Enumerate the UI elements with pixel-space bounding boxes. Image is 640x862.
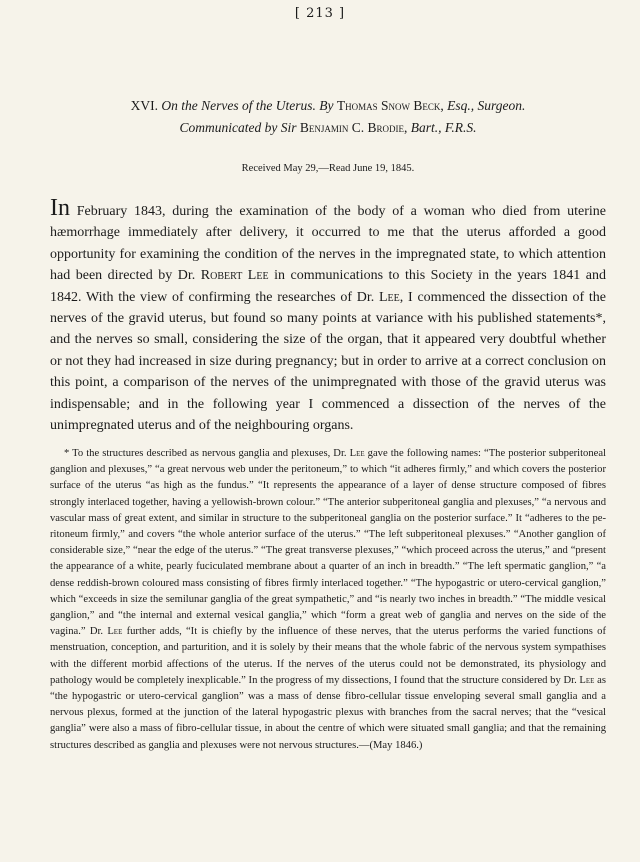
body-text-b: in communications to this Society in the years 1841 and 1842. With the view of confirming the researches of Dr. — [50, 268, 606, 305]
article-title-text: On the Nerves of the Uterus. — [161, 98, 316, 113]
article-title — [48, 95, 608, 139]
by-word: By — [319, 98, 334, 113]
communicator-title: Bart., F.R.S. — [410, 120, 477, 135]
author-title: Esq., Surgeon. — [447, 98, 526, 113]
footnote-name-lee-2: Lee — [107, 626, 123, 638]
body-text-a: February 1843, during the examination of the body of a woman who died from uterine hæmorrhage immediately after delivery, it occurred to me that the uterus afforded a good opportunity for examining the condition of the nerves in the impregnated state, to which attention had been directed by Dr. — [50, 204, 606, 284]
body-name-lee-1: Robert Lee — [200, 268, 269, 284]
title-line-1 — [48, 95, 608, 117]
title-line-2 — [48, 117, 608, 139]
received-date: Received May 29,—Read June 19, 1845. — [241, 163, 415, 174]
main-paragraph — [50, 195, 606, 436]
footnote — [50, 446, 606, 754]
footnote-name-lee-3: Lee — [579, 674, 595, 686]
body-text-c: , I commenced the dissection of the nerves of the gravid uterus, but found so many points at variance with his published statements*, and the nerves so small, considering the size of the organ, that it appeared very doubtful whether or not they had increased in size during pregnancy; but in order to arrive at a correct conclusion on this point, a comparison of the nerves of the unimpregnated with those of the gravid uterus was indispensable; and in the following year I commenced a dissection of the nerves of the unimpregnated uterus and of the neighbouring organs. — [50, 289, 606, 434]
footnote-text-a: * To the structures described as nervous ganglia and plexuses, Dr. — [64, 448, 350, 459]
footnote-text-c: further adds, “It is chiefly by the influence of these nerves, that the uterus performs the varied functions of menstruation, conception, and parturition, and it is solely by their means that the whole fabric of the nervous system sympathises with the different morbid affections of the uterus. If the nerves of the uterus could not be demonstrated, its physiology and pathology would be completely inexplicable.” In the progress of my dissections, I found that the structure considered by Dr. — [50, 626, 606, 686]
communicator-name: Benjamin C. Brodie, — [299, 120, 408, 135]
communicated-by: Communicated by Sir — [179, 120, 297, 135]
footnote-name-lee-1: Lee — [349, 448, 365, 459]
footnote-text-b: gave the following names: “The posterior subperitoneal ganglion and plexuses,” “a great nervous web under the peritoneum,” to which “it adheres firmly,” and which covers the posterior surface of the uterus “as high as the fundus.” “It represents the appearance of a layer of dense structure composed of fibres strongly interlaced together, having a yellowish-brown colour.” “The anterior subperitoneal ganglia and plexuses,” “a nervous and vascular mass of great extent, and similar in structure to the subperitoneal ganglia on the posterior surface.” It “adheres to the peritoneum firmly,” and covers “the whole anterior surface of the uterus.” “The left subperitoneal plexuses.” “Another ganglion of considerable size,” “near the edge of the uterus.” “The great transverse plexuses,” “which proceed across the uterus,” and “present the appearance of a white, pearly fuciculated membrane about a quarter of an inch in breadth.” “The left spermatic ganglion,” “a dense reddish-brown coloured mass consisting of fibres firmly interlaced together.” “The hypogastric or utero-cervical ganglion,” which “exceeds in size the semilunar ganglia of the great sympathetic,” and “is nearly two inches in breadth.” “The middle vesical ganglion,” and “the internal and external vesical ganglia,” which “form a great web of ganglia and nerves on the side of the vagina.” Dr. — [50, 448, 606, 638]
footnote-text-d: as “the hypogastric or utero-cervical ganglion” was a mass of dense fibro-cellular tissue enveloping several small ganglia and a nervous plexus, formed at the junction of the lateral hypogastric plexus with branches from the sacral nerves; that the “vesical ganglia” were also a mass of fibro-cellular tissue, in about the centre of which were situated small ganglia; and that the remaining structures described as ganglia and plexuses were not nervous structures.—(May 1846.) — [50, 674, 606, 751]
author-name: Thomas Snow Beck, — [336, 98, 444, 113]
drop-cap: In — [50, 195, 70, 221]
article-number: XVI. — [130, 98, 158, 113]
page-number: [ 213 ] — [294, 6, 346, 21]
body-name-lee-2: Lee — [379, 289, 400, 305]
